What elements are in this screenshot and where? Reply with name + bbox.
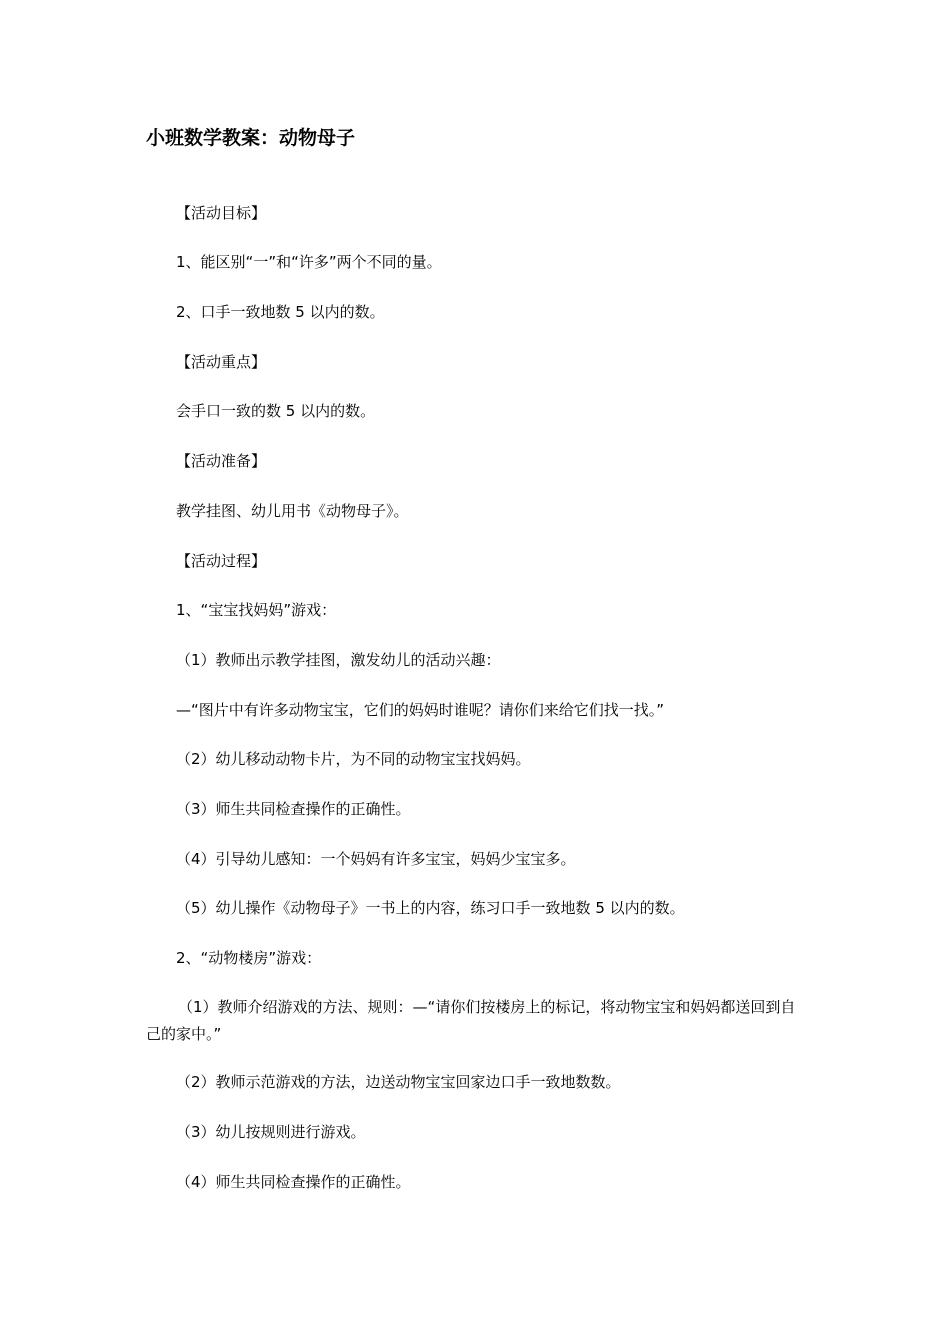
section-heading-goals: 【活动目标】	[176, 204, 267, 222]
document-title: 小班数学教案：动物母子	[146, 127, 356, 149]
preparation-text: 教学挂图、幼儿用书《动物母子》。	[176, 502, 409, 520]
focus-text: 会手口一致的数 5 以内的数。	[176, 402, 376, 420]
process-step-1-item-5: （5）幼儿操作《动物母子》一书上的内容，练习口手一致地数 5 以内的数。	[176, 899, 685, 917]
process-step-2-item-2: （2）教师示范游戏的方法，边送动物宝宝回家边口手一致地数数。	[176, 1073, 621, 1091]
process-step-1-item-3: （3）师生共同检查操作的正确性。	[176, 800, 411, 818]
process-step-1-item-4: （4）引导幼儿感知：一个妈妈有许多宝宝，妈妈少宝宝多。	[176, 850, 576, 868]
section-heading-process: 【活动过程】	[176, 552, 267, 570]
process-step-2-item-3: （3）幼儿按规则进行游戏。	[176, 1123, 366, 1141]
section-heading-preparation: 【活动准备】	[176, 452, 267, 470]
process-step-1-heading: 1、“宝宝找妈妈”游戏：	[176, 601, 337, 619]
process-step-2-item-1: （1）教师介绍游戏的方法、规则：—“请你们按楼房上的标记，将动物宝宝和妈妈都送回到自己的家中。”	[146, 998, 796, 1043]
process-step-2-heading: 2、“动物楼房”游戏：	[176, 949, 322, 967]
goal-item-2: 2、口手一致地数 5 以内的数。	[176, 303, 385, 321]
process-step-1-quote: —“图片中有许多动物宝宝，它们的妈妈时谁呢？请你们来给它们找一找。”	[176, 701, 665, 719]
process-step-1-item-1: （1）教师出示教学挂图，激发幼儿的活动兴趣：	[176, 651, 501, 669]
process-step-1-item-2: （2）幼儿移动动物卡片，为不同的动物宝宝找妈妈。	[176, 750, 531, 768]
section-heading-focus: 【活动重点】	[176, 353, 267, 371]
goal-item-1: 1、能区别“一”和“许多”两个不同的量。	[176, 253, 442, 271]
process-step-2-item-4: （4）师生共同检查操作的正确性。	[176, 1173, 411, 1191]
